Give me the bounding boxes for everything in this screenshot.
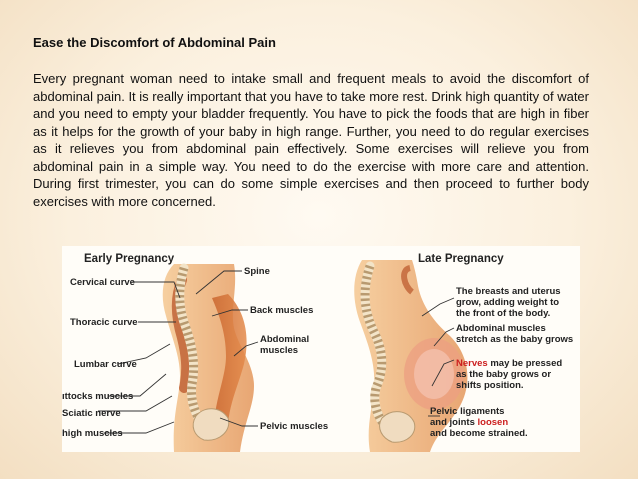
label-abdominal-stretch-line2: stretch as the baby grows (456, 334, 574, 345)
label-back-muscles: Back muscles (250, 305, 314, 316)
label-pelvic-ligaments-line2 (430, 417, 508, 428)
label-cervical-curve: Cervical curve (70, 277, 135, 288)
label-nerves-line2: as the baby grows or (456, 369, 552, 380)
label-breasts-uterus-line3: the front of the body. (456, 308, 551, 319)
label-lumbar-curve: Lumbar curve (74, 359, 137, 370)
label-breasts-uterus-line1: The breasts and uterus (456, 286, 561, 297)
label-pelvic-ligaments-line3: and become strained. (430, 428, 528, 439)
label-buttocks-muscles: ıttocks muscles (62, 391, 134, 402)
label-nerves-line1 (456, 358, 562, 369)
label-breasts-uterus-line2: grow, adding weight to (456, 297, 560, 308)
label-sciatic-nerve: Sciatic nerve (62, 408, 121, 419)
slide-body-text: Every pregnant woman need to intake small and frequent meals to avoid the discomfort of abdominal pain. It is really important that you have to take more rest. Drink high quantity of water and you need to empty your bladder frequently. You have to pick the foods that are high in fiber as it helps for the growth of your baby in high range. Further, you need to do regular exercises as it relieves you from abdominal pain effectively. Some exercises will relieve you from abdominal pain in a simple way. You need to do the exercise with more care and attention. During first trimester, you can do some simple exercises and then proceed to further body exercises with more concerned. (33, 71, 589, 209)
pregnancy-spine-illustration (62, 246, 580, 452)
label-thigh-muscles: high muscles (62, 428, 123, 439)
label-pelvic-loosen-highlight: loosen (474, 417, 509, 428)
label-abdominal-muscles-line2: muscles (260, 345, 299, 356)
label-nerves-line3: shifts position. (456, 380, 524, 391)
label-pelvic-joints: and joints (430, 417, 475, 428)
label-spine: Spine (244, 266, 270, 277)
early-pregnancy-heading: Early Pregnancy (84, 253, 175, 265)
label-pelvic-muscles: Pelvic muscles (260, 421, 329, 432)
late-pregnancy-heading: Late Pregnancy (418, 253, 504, 265)
label-thoracic-curve: Thoracic curve (70, 317, 138, 328)
label-pelvic-ligaments-line1: Pelvic ligaments (430, 406, 505, 417)
label-nerves-rest: may be pressed (487, 358, 563, 369)
label-abdominal-muscles-line1: Abdominal (260, 334, 310, 345)
label-nerves-highlight: Nerves (456, 358, 488, 369)
label-abdominal-stretch-line1: Abdominal muscles (456, 323, 546, 334)
slide-title: Ease the Discomfort of Abdominal Pain (33, 35, 276, 50)
